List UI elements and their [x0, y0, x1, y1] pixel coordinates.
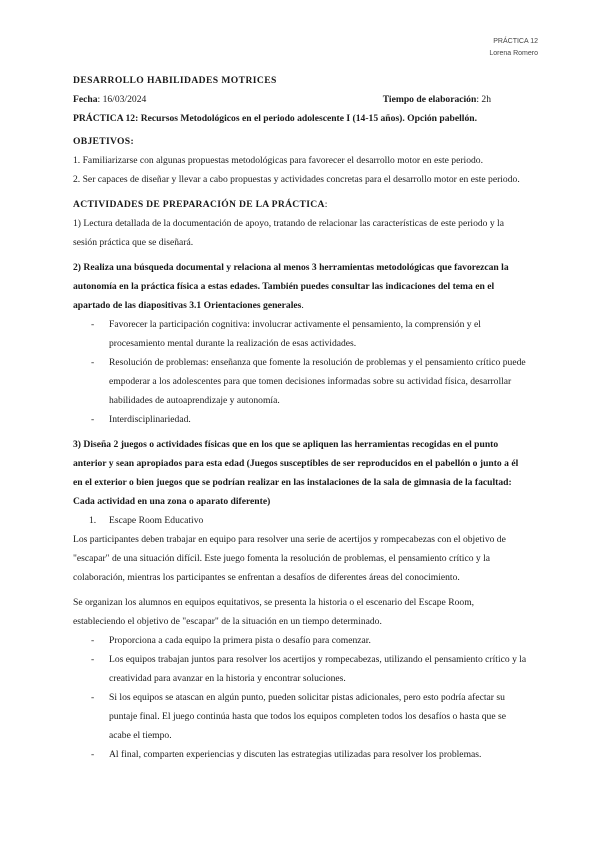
practica-label: PRÁCTICA 12 — [73, 113, 136, 124]
fecha — [73, 90, 146, 109]
actividad-1: 1) Lectura detallada de la documentación de apoyo, tratando de relacionar las características de este periodo y la sesión práctica que se diseñará. — [73, 218, 504, 248]
header-author: Lorena Romero — [489, 50, 538, 57]
list-item — [73, 511, 528, 530]
objetivos-heading: OBJETIVOS: — [73, 136, 134, 147]
game-description: Los participantes deben trabajar en equipo para resolver una serie de acertijos y rompecabezas con el objetivo de "escapar" de una situación difícil. Este juego fomenta la resolución de problemas, el pensamiento crítico y la colaboración, mientras los participantes se enfrentan a desafíos de diferentes áreas del conocimiento. — [73, 534, 506, 583]
herramientas-list — [73, 315, 528, 429]
actividades-heading: ACTIVIDADES DE PREPARACIÓN DE LA PRÁCTICA: — [73, 199, 328, 210]
game-title: Escape Room Educativo — [109, 515, 204, 526]
game-steps-list — [73, 631, 528, 764]
game-number: 1. — [89, 515, 97, 526]
actividad-3: 3) Diseña 2 juegos o actividades físicas que en los que se apliquen las herramientas recogidas en el punto anterior y sean apropiados para esta edad (Juegos susceptibles de ser reproducidos en el pabellón o junto a él en el exterior o bien juegos que se podrían realizar en las instalaciones de la sala de gimnasia de la facultad: Cada actividad en una zona o aparato diferente) — [73, 439, 519, 507]
practica-line — [73, 109, 528, 128]
tiempo-value: : 2h — [476, 94, 491, 105]
list-item: - Favorecer la participación cognitiva: involucrar activamente el pensamiento, la comprensión y el procesamiento mental durante la realización de esas actividades. — [73, 315, 528, 353]
practica-value: : Recursos Metodológicos en el periodo adolescente I (14-15 años). Opción pabellón. — [135, 113, 478, 124]
fecha-value: : 16/03/2024 — [97, 94, 147, 105]
actividad-2: 2) Realiza una búsqueda documental y relaciona al menos 3 herramientas metodológicas que favorezcan la autonomía en la práctica física a estas edades. También puedes consultar las indicaciones del tema en el apartado de las diapositivas 3.1 Orientaciones generales. — [73, 262, 509, 311]
tiempo — [383, 90, 491, 109]
list-item: - Si los equipos se atascan en algún punto, pueden solicitar pistas adicionales, pero esto podría afectar su puntaje final. El juego continúa hasta que todos los equipos completen todos los desafíos o hasta que se acabe el tiempo. — [73, 688, 528, 745]
tiempo-label: Tiempo de elaboración — [382, 94, 477, 105]
objetivo-1: 1. Familiarizarse con algunas propuestas metodológicas para favorecer el desarrollo motor en este periodo. — [73, 155, 483, 166]
juegos-list — [73, 511, 528, 530]
document-title: DESARROLLO HABILIDADES MOTRICES — [73, 75, 277, 86]
fecha-label: Fecha — [73, 94, 98, 105]
list-item: - Interdisciplinariedad. — [73, 410, 528, 429]
header-practice: PRÁCTICA 12 — [493, 38, 538, 45]
game-organization: Se organizan los alumnos en equipos equitativos, se presenta la historia o el escenario del Escape Room, estableciendo el objetivo de "escapar" de la situación en un tiempo determinado. — [73, 597, 475, 627]
list-item: - Al final, comparten experiencias y discuten las estrategias utilizadas para resolver los problemas. — [73, 745, 528, 764]
list-item: - Los equipos trabajan juntos para resolver los acertijos y rompecabezas, utilizando el pensamiento crítico y la creatividad para avanzar en la historia y encontrar soluciones. — [73, 650, 528, 688]
meta-row — [73, 90, 528, 109]
page-header — [489, 36, 538, 60]
objetivo-2: 2. Ser capaces de diseñar y llevar a cabo propuestas y actividades concretas para el desarrollo motor en este periodo. — [73, 174, 520, 185]
document-body — [73, 71, 528, 764]
list-item: - Proporciona a cada equipo la primera pista o desafío para comenzar. — [73, 631, 528, 650]
list-item: - Resolución de problemas: enseñanza que fomente la resolución de problemas y el pensamiento crítico puede empoderar a los adolescentes para que tomen decisiones informadas sobre su actividad física, desarrollar habilidades de autoaprendizaje y autonomía. — [73, 353, 528, 410]
